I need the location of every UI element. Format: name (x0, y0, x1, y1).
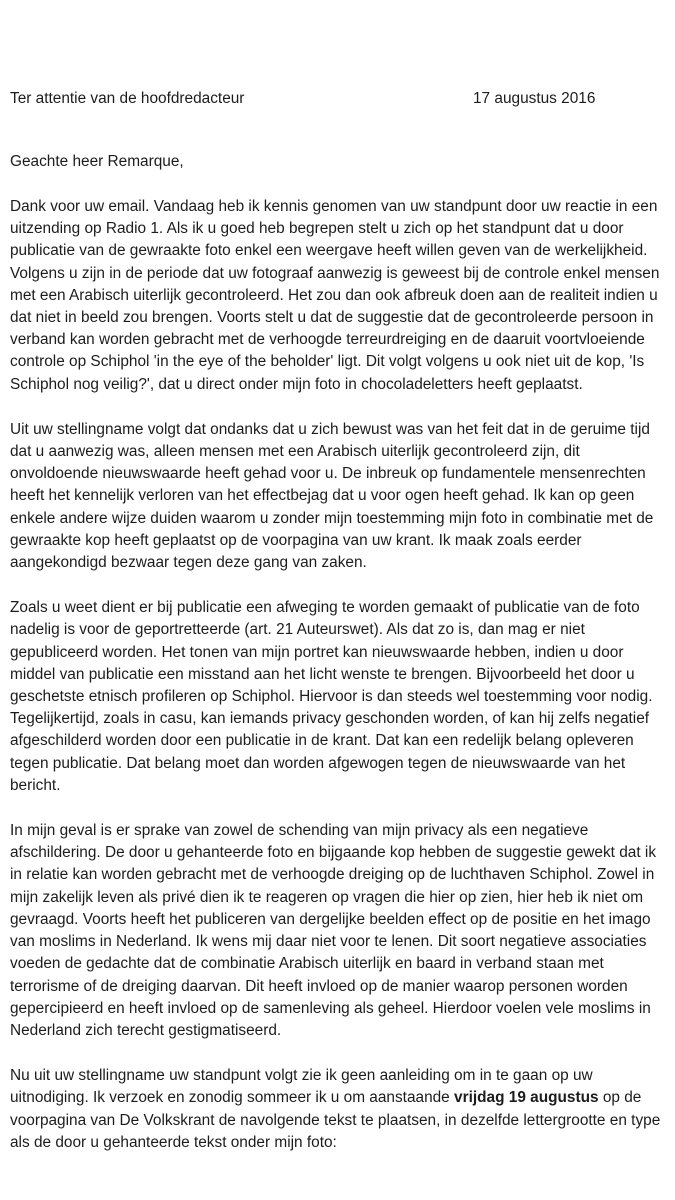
paragraph-3: Zoals u weet dient er bij publicatie een afweging te worden gemaakt of publicatie van de foto nadelig is voor de geportretteerde (art. 21 Auteurswet). Als dat zo is, dan mag er niet gepubliceerd worden. Het tonen van mijn portret kan nieuwswaarde hebben, indien u door middel van publicatie een misstand aan het licht wenste te brengen. Bijvoorbeeld het door u geschetste etnisch profileren op Schiphol. Hiervoor is dan steeds wel toestemming voor nodig. Tegelijkertijd, zoals in casu, kan iemands privacy geschonden worden, of kan hij zelfs negatief afgeschilderd worden door een publicatie in de krant. Dat kan een redelijk belang opleveren tegen publicatie. Dat belang moet dan worden afgewogen tegen de nieuwswaarde van het bericht. (10, 599, 653, 794)
paragraph-1: Dank voor uw email. Vandaag heb ik kennis genomen van uw standpunt door uw reactie in een uitzending op Radio 1. Als ik u goed heb begrepen stelt u zich op het standpunt dat u door publicatie van de gewraakte foto enkel een weergave heeft willen geven van de werkelijkheid. Volgens u zijn in de periode dat uw fotograaf aanwezig is geweest bij de controle enkel mensen met een Arabisch uiterlijk gecontroleerd. Het zou dan ook afbreuk doen aan de realiteit indien u dat niet in beeld zou brengen. Voorts stelt u dat de suggestie dat de gecontroleerde persoon in verband kan worden gebracht met de verhoogde terreurdreiging en de daaruit voortvloeiende controle op Schiphol 'in the eye of the beholder' ligt. Dit volgt volgens u ook niet uit de kop, 'Is Schiphol nog veilig?', dat u direct onder mijn foto in chocoladeletters heeft geplaatst. (10, 198, 660, 393)
paragraph-4: In mijn geval is er sprake van zowel de schending van mijn privacy als een negatieve afschildering. De door u gehanteerde foto en bijgaande kop hebben de suggestie gewekt dat ik in relatie kan worden gebracht met de verhoogde dreiging op de luchthaven Schiphol. Zowel in mijn zakelijk leven als privé dien ik te reageren op vragen die hier op zien, hier heb ik niet om gevraagd. Voorts heeft het publiceren van dergelijke beelden effect op de positie en het imago van moslims in Nederland. Ik wens mij daar niet voor te lenen. Dit soort negatieve associaties voeden de gedachte dat de combinatie Arabisch uiterlijk en baard in verband staan met terrorisme of de dreiging daarvan. Dit heeft invloed op de manier waarop personen worden gepercipieerd en heeft invloed op de samenleving als geheel. Hierdoor voelen vele moslims in Nederland zich terecht gestigmatiseerd. (10, 822, 657, 1039)
paragraph-5-text-start: Nu uit uw stellingname uw standpunt volgt zie ik geen aanleiding om in te gaan op uw uitnodiging. Ik verzoek en zonodig sommeer ik u om aanstaande (10, 1067, 593, 1107)
letter-date: 17 augustus 2016 (473, 90, 596, 107)
salutation: Geachte heer Remarque, (10, 153, 184, 170)
paragraph-2: Uit uw stellingname volgt dat ondanks dat u zich bewust was van het feit dat in de geruime tijd dat u aanwezig was, alleen mensen met een Arabisch uiterlijk gecontroleerd zijn, dit onvoldoende nieuwswaarde heeft gehad voor u. De inbreuk op fundamentele mensenrechten heeft het kennelijk verloren van het effectbejag dat u voor ogen heeft gehad. Ik kan op geen enkele andere wijze duiden waarom u zonder mijn toestemming mijn foto in combinatie met de gewraakte kop heeft geplaatst op de voorpagina van uw krant. Ik maak zoals eerder aangekondigd bezwaar tegen deze gang van zaken. (10, 420, 654, 572)
attention-line: Ter attentie van de hoofdredacteur (10, 90, 245, 107)
paragraph-5-text-end: op de voorpagina van De Volkskrant de navolgende tekst te plaatsen, in dezelfde lettergrootte en type als de door u gehanteerde tekst onder mijn foto: (10, 1089, 661, 1151)
letter (10, 90, 665, 1154)
paragraph-5 (10, 1065, 665, 1154)
deadline-date: vrijdag 19 augustus (454, 1089, 599, 1107)
letter-header (10, 90, 665, 112)
